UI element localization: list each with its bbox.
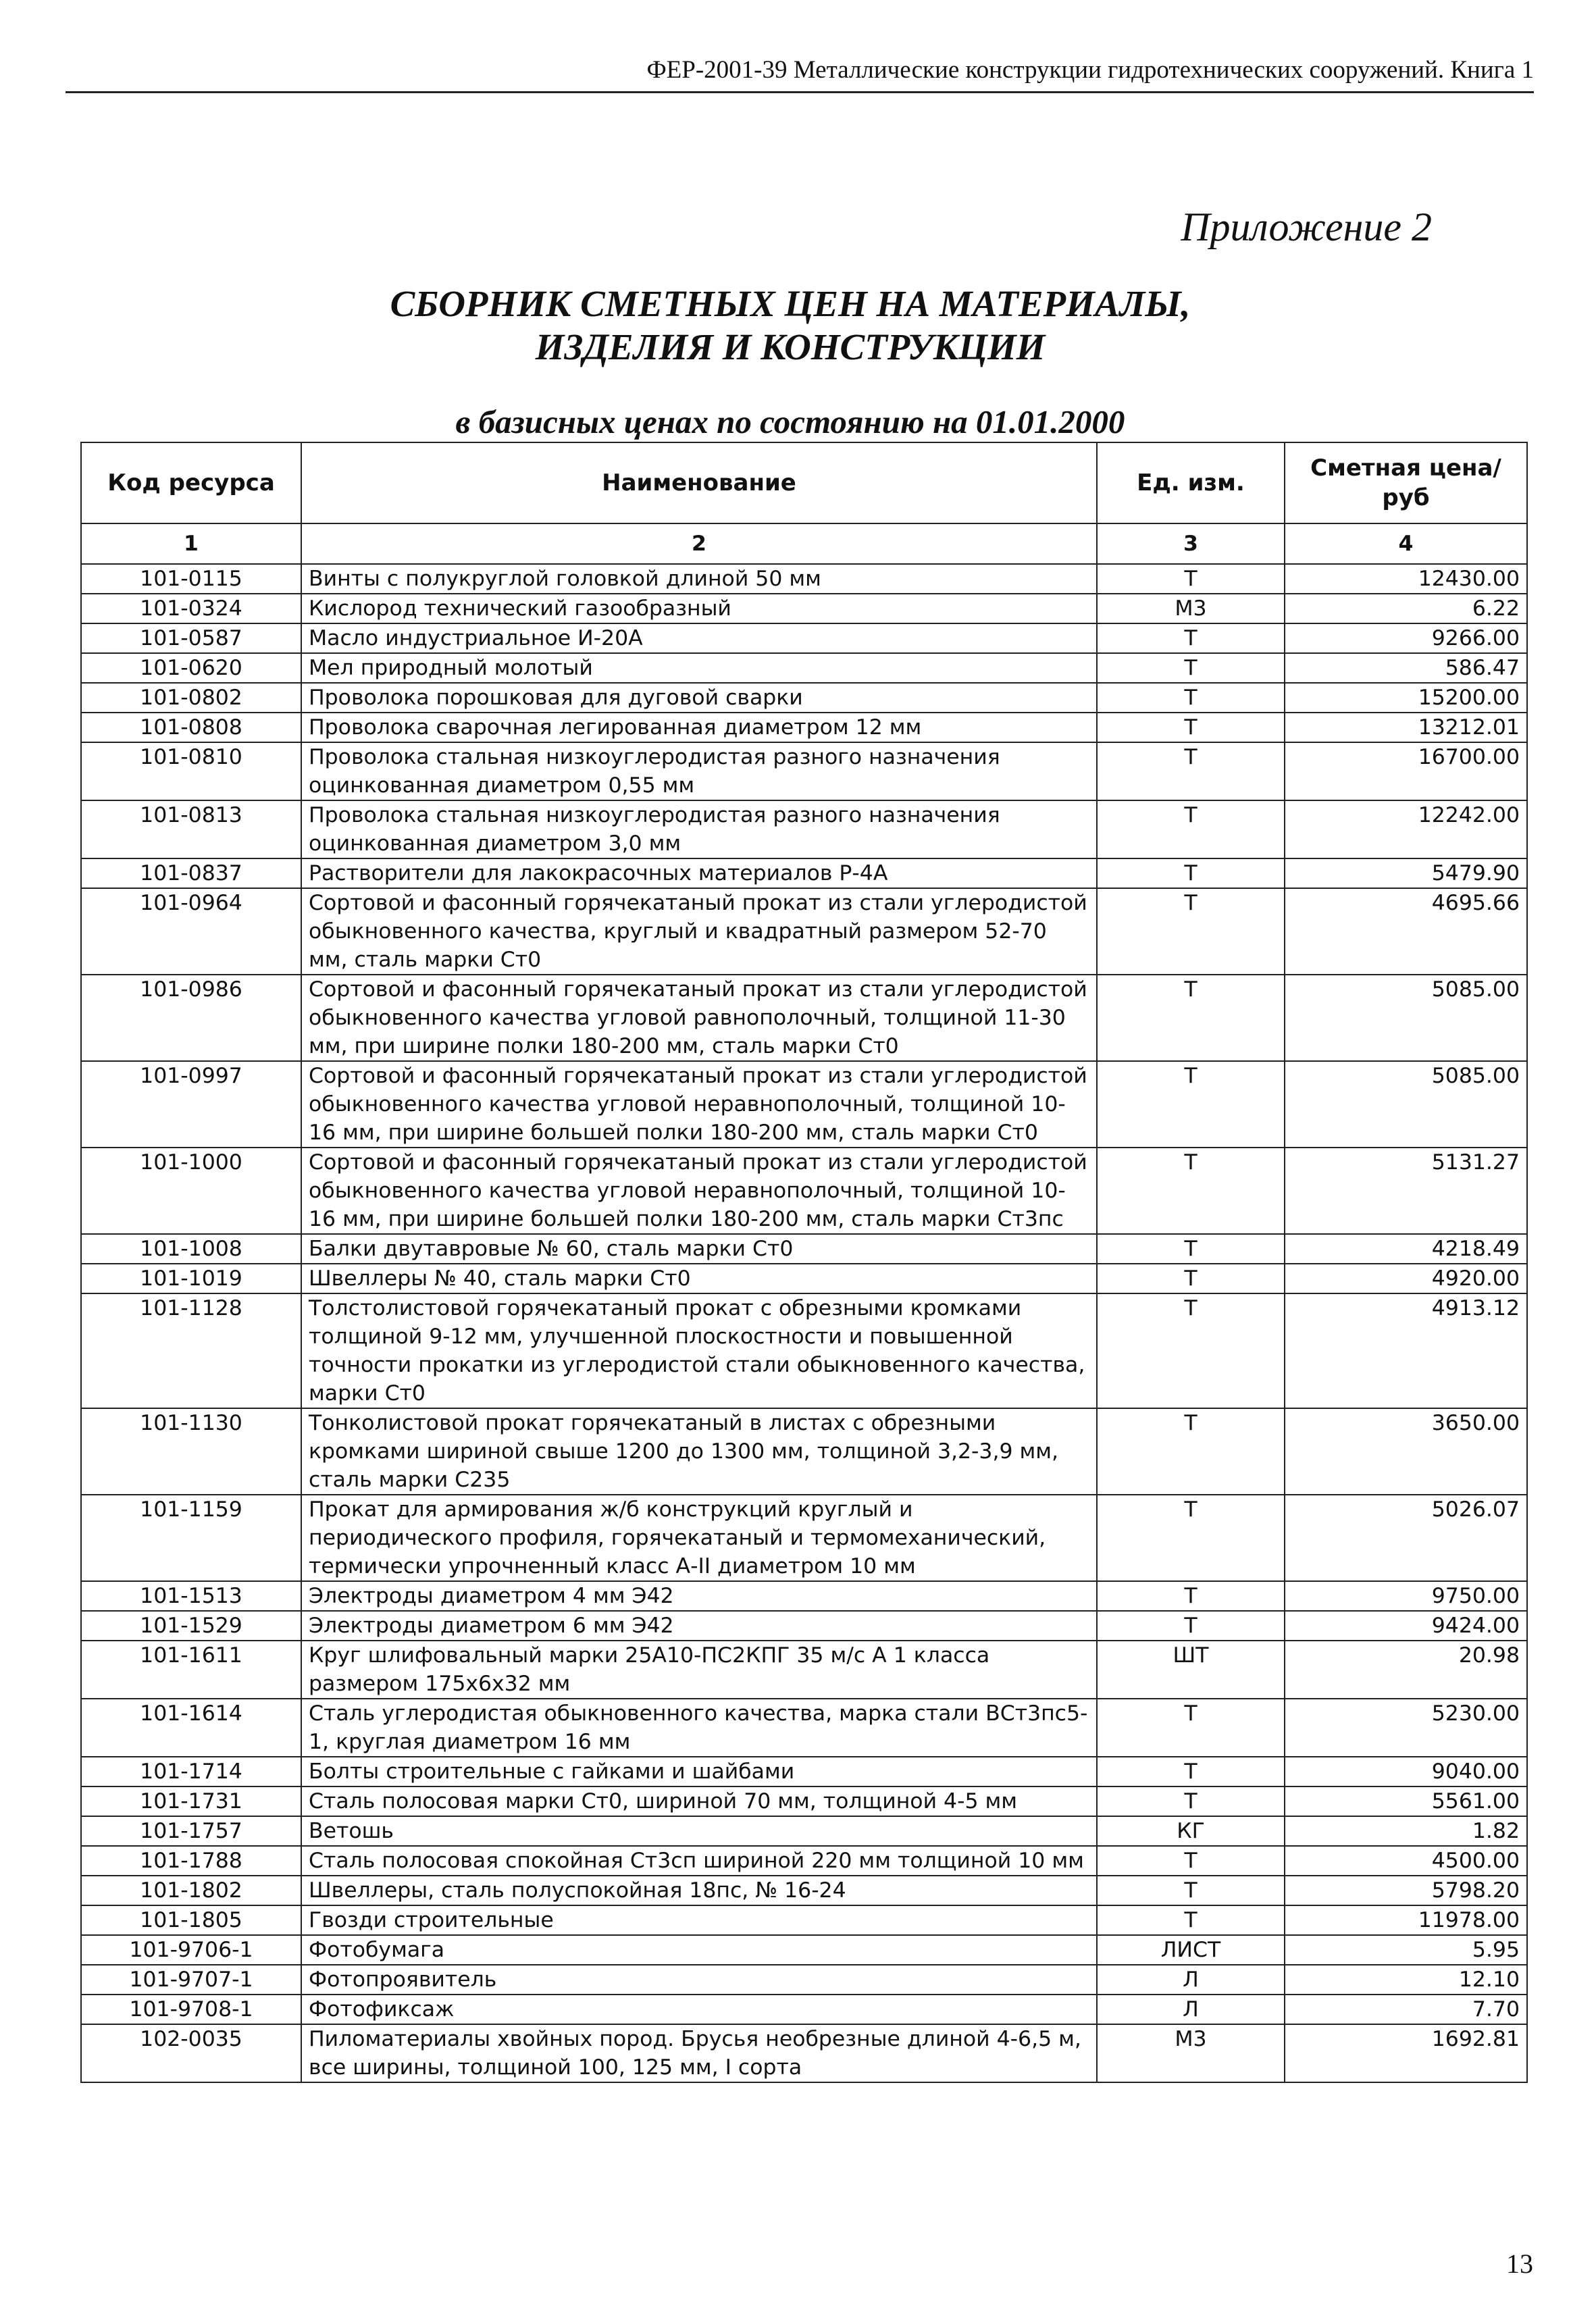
title-line-1: СБОРНИК СМЕТНЫХ ЦЕН НА МАТЕРИАЛЫ,	[390, 283, 1191, 324]
unit-cell: Т	[1097, 975, 1285, 1061]
resource-name-cell: Фотопроявитель	[301, 1965, 1097, 1995]
resource-code-cell: 101-0837	[81, 858, 301, 888]
resource-name-cell: Электроды диаметром 6 мм Э42	[301, 1611, 1097, 1641]
resource-name-cell: Сталь углеродистая обыкновенного качества, марка стали ВСт3пс5-1, круглая диаметром 16 мм	[301, 1699, 1097, 1757]
price-cell: 20.98	[1285, 1641, 1527, 1699]
resource-code-cell: 101-1731	[81, 1786, 301, 1816]
price-cell: 9424.00	[1285, 1611, 1527, 1641]
column-header-price: Сметная цена/руб	[1285, 442, 1527, 523]
resource-name-cell: Фотофиксаж	[301, 1995, 1097, 2024]
resource-name-cell: Фотобумага	[301, 1935, 1097, 1965]
column-number: 4	[1285, 523, 1527, 564]
resource-code-cell: 101-1611	[81, 1641, 301, 1699]
column-number: 2	[301, 523, 1097, 564]
resource-name-cell: Пиломатериалы хвойных пород. Брусья необрезные длиной 4-6,5 м, все ширины, толщиной 100, 125 мм, I сорта	[301, 2024, 1097, 2082]
resource-code-cell: 101-0620	[81, 653, 301, 683]
running-header: ФЕР-2001-39 Металлические конструкции гидротехнических сооружений. Книга 1	[646, 56, 1534, 84]
resource-name-cell: Болты строительные с гайками и шайбами	[301, 1757, 1097, 1786]
resource-code-cell: 101-0587	[81, 623, 301, 653]
table-row	[81, 653, 1527, 683]
resource-code-cell: 101-1614	[81, 1699, 301, 1757]
table-row	[81, 1641, 1527, 1699]
resource-name-cell: Проволока сварочная легированная диаметром 12 мм	[301, 713, 1097, 742]
table-row	[81, 1786, 1527, 1816]
table-row	[81, 1757, 1527, 1786]
resource-name-cell: Прокат для армирования ж/б конструкций круглый и периодического профиля, горячекатаный и термомеханический, термически упрочненный класс А-II диаметром 10 мм	[301, 1495, 1097, 1581]
price-cell: 9750.00	[1285, 1581, 1527, 1611]
table-row	[81, 594, 1527, 623]
table-row	[81, 888, 1527, 975]
resource-code-cell: 101-0986	[81, 975, 301, 1061]
price-cell: 4913.12	[1285, 1293, 1527, 1408]
unit-cell: Л	[1097, 1965, 1285, 1995]
price-cell: 5085.00	[1285, 1061, 1527, 1148]
unit-cell: Т	[1097, 1148, 1285, 1234]
resource-code-cell: 101-0808	[81, 713, 301, 742]
price-cell: 7.70	[1285, 1995, 1527, 2024]
table-row	[81, 1965, 1527, 1995]
unit-cell: Т	[1097, 1264, 1285, 1293]
resource-code-cell: 101-1714	[81, 1757, 301, 1786]
table-row	[81, 1935, 1527, 1965]
resource-code-cell: 101-0813	[81, 800, 301, 858]
price-cell: 4920.00	[1285, 1264, 1527, 1293]
price-cell: 4500.00	[1285, 1846, 1527, 1876]
table-row	[81, 623, 1527, 653]
resource-name-cell: Масло индустриальное И-20А	[301, 623, 1097, 653]
price-cell: 5230.00	[1285, 1699, 1527, 1757]
table-row	[81, 1148, 1527, 1234]
resource-name-cell: Растворители для лакокрасочных материалов Р-4А	[301, 858, 1097, 888]
price-cell: 12242.00	[1285, 800, 1527, 858]
resource-code-cell: 101-1000	[81, 1148, 301, 1234]
unit-cell: М3	[1097, 2024, 1285, 2082]
resource-name-cell: Проволока стальная низкоуглеродистая разного назначения оцинкованная диаметром 3,0 мм	[301, 800, 1097, 858]
unit-cell: Т	[1097, 742, 1285, 800]
resource-code-cell: 101-0997	[81, 1061, 301, 1148]
resource-code-cell: 101-1513	[81, 1581, 301, 1611]
resource-name-cell: Сортовой и фасонный горячекатаный прокат из стали углеродистой обыкновенного качества угловой неравнополочный, толщиной 10-16 мм, при ширине большей полки 180-200 мм, сталь марки Ст3пс	[301, 1148, 1097, 1234]
resource-name-cell: Кислород технический газообразный	[301, 594, 1097, 623]
unit-cell: Т	[1097, 683, 1285, 713]
resource-code-cell: 101-1805	[81, 1905, 301, 1935]
price-cell: 5085.00	[1285, 975, 1527, 1061]
unit-cell: Т	[1097, 1061, 1285, 1148]
resource-name-cell: Гвозди строительные	[301, 1905, 1097, 1935]
unit-cell: Т	[1097, 1905, 1285, 1935]
table-row	[81, 1581, 1527, 1611]
resource-name-cell: Сортовой и фасонный горячекатаный прокат из стали углеродистой обыкновенного качества, круглый и квадратный размером 52-70 мм, сталь марки Ст0	[301, 888, 1097, 975]
table-row	[81, 564, 1527, 594]
unit-cell: Т	[1097, 1786, 1285, 1816]
unit-cell: Т	[1097, 653, 1285, 683]
table-row	[81, 1495, 1527, 1581]
table-row	[81, 1816, 1527, 1846]
resource-code-cell: 101-1019	[81, 1264, 301, 1293]
price-cell: 16700.00	[1285, 742, 1527, 800]
unit-cell: Т	[1097, 1876, 1285, 1905]
price-cell: 11978.00	[1285, 1905, 1527, 1935]
resource-code-cell: 101-9706-1	[81, 1935, 301, 1965]
price-cell: 5131.27	[1285, 1148, 1527, 1234]
unit-cell: Т	[1097, 623, 1285, 653]
table-row	[81, 1699, 1527, 1757]
resource-code-cell: 101-9707-1	[81, 1965, 301, 1995]
column-header-unit: Ед. изм.	[1097, 442, 1285, 523]
resource-name-cell: Проволока стальная низкоуглеродистая разного назначения оцинкованная диаметром 0,55 мм	[301, 742, 1097, 800]
table-row	[81, 742, 1527, 800]
table-row	[81, 1846, 1527, 1876]
resource-name-cell: Круг шлифовальный марки 25А10-ПС2КПГ 35 м/с А 1 класса размером 175х6х32 мм	[301, 1641, 1097, 1699]
price-cell: 4695.66	[1285, 888, 1527, 975]
table-row	[81, 1061, 1527, 1148]
resource-name-cell: Сталь полосовая спокойная Ст3сп шириной 220 мм толщиной 10 мм	[301, 1846, 1097, 1876]
resource-code-cell: 101-1130	[81, 1408, 301, 1495]
table-row	[81, 2024, 1527, 2082]
column-number: 1	[81, 523, 301, 564]
unit-cell: Т	[1097, 1408, 1285, 1495]
resource-code-cell: 101-1529	[81, 1611, 301, 1641]
table-row	[81, 975, 1527, 1061]
table-row	[81, 800, 1527, 858]
table-row	[81, 1234, 1527, 1264]
resource-code-cell: 101-0324	[81, 594, 301, 623]
table-row	[81, 1905, 1527, 1935]
title-line-2: ИЗДЕЛИЯ И КОНСТРУКЦИИ	[535, 326, 1046, 367]
resource-code-cell: 101-0810	[81, 742, 301, 800]
price-cell: 5798.20	[1285, 1876, 1527, 1905]
unit-cell: ЛИСТ	[1097, 1935, 1285, 1965]
price-cell: 3650.00	[1285, 1408, 1527, 1495]
unit-cell: Т	[1097, 888, 1285, 975]
price-table	[80, 442, 1528, 2083]
header-divider	[66, 91, 1534, 93]
unit-cell: Т	[1097, 858, 1285, 888]
price-cell: 586.47	[1285, 653, 1527, 683]
price-cell: 4218.49	[1285, 1234, 1527, 1264]
table-row	[81, 683, 1527, 713]
table-row	[81, 1293, 1527, 1408]
unit-cell: Т	[1097, 1581, 1285, 1611]
document-subtitle: в базисных ценах по состоянию на 01.01.2000	[455, 403, 1125, 440]
table-row	[81, 1611, 1527, 1641]
price-cell: 9266.00	[1285, 623, 1527, 653]
price-cell: 6.22	[1285, 594, 1527, 623]
table-row	[81, 1876, 1527, 1905]
resource-code-cell: 101-0964	[81, 888, 301, 975]
price-cell: 5479.90	[1285, 858, 1527, 888]
resource-name-cell: Винты с полукруглой головкой длиной 50 мм	[301, 564, 1097, 594]
resource-code-cell: 101-1159	[81, 1495, 301, 1581]
resource-code-cell: 101-1128	[81, 1293, 301, 1408]
table-row	[81, 1264, 1527, 1293]
table-row	[81, 858, 1527, 888]
unit-cell: Т	[1097, 1757, 1285, 1786]
resource-name-cell: Сталь полосовая марки Ст0, шириной 70 мм, толщиной 4-5 мм	[301, 1786, 1097, 1816]
resource-name-cell: Сортовой и фасонный горячекатаный прокат из стали углеродистой обыкновенного качества угловой равнополочный, толщиной 11-30 мм, при ширине полки 180-200 мм, сталь марки Ст0	[301, 975, 1097, 1061]
appendix-label: Приложение 2	[1181, 205, 1432, 249]
unit-cell: Т	[1097, 713, 1285, 742]
price-cell: 12.10	[1285, 1965, 1527, 1995]
unit-cell: КГ	[1097, 1816, 1285, 1846]
unit-cell: М3	[1097, 594, 1285, 623]
unit-cell: Т	[1097, 1846, 1285, 1876]
page-number: 13	[1506, 2248, 1533, 2279]
price-cell: 9040.00	[1285, 1757, 1527, 1786]
unit-cell: Т	[1097, 1495, 1285, 1581]
resource-name-cell: Сортовой и фасонный горячекатаный прокат из стали углеродистой обыкновенного качества угловой неравнополочный, толщиной 10-16 мм, при ширине большей полки 180-200 мм, сталь марки Ст0	[301, 1061, 1097, 1148]
unit-cell: Т	[1097, 1293, 1285, 1408]
resource-name-cell: Тонколистовой прокат горячекатаный в листах с обрезными кромками шириной свыше 1200 до 1300 мм, толщиной 3,2-3,9 мм, сталь марки С235	[301, 1408, 1097, 1495]
resource-name-cell: Электроды диаметром 4 мм Э42	[301, 1581, 1097, 1611]
price-cell: 12430.00	[1285, 564, 1527, 594]
table-header-row	[81, 442, 1527, 523]
document-title	[284, 282, 1297, 369]
resource-name-cell: Толстолистовой горячекатаный прокат с обрезными кромками толщиной 9-12 мм, улучшенной плоскостности и повышенной точности прокатки из углеродистой стали обыкновенного качества, марки Ст0	[301, 1293, 1097, 1408]
table-row	[81, 1995, 1527, 2024]
table-row	[81, 713, 1527, 742]
resource-name-cell: Ветошь	[301, 1816, 1097, 1846]
resource-name-cell: Швеллеры, сталь полуспокойная 18пс, № 16-24	[301, 1876, 1097, 1905]
column-header-name: Наименование	[301, 442, 1097, 523]
column-number-row	[81, 523, 1527, 564]
price-cell: 5.95	[1285, 1935, 1527, 1965]
table-row	[81, 1408, 1527, 1495]
unit-cell: Л	[1097, 1995, 1285, 2024]
resource-name-cell: Швеллеры № 40, сталь марки Ст0	[301, 1264, 1097, 1293]
unit-cell: Т	[1097, 1234, 1285, 1264]
resource-name-cell: Балки двутавровые № 60, сталь марки Ст0	[301, 1234, 1097, 1264]
price-cell: 5026.07	[1285, 1495, 1527, 1581]
resource-code-cell: 101-1802	[81, 1876, 301, 1905]
price-cell: 1.82	[1285, 1816, 1527, 1846]
unit-cell: Т	[1097, 564, 1285, 594]
resource-code-cell: 101-9708-1	[81, 1995, 301, 2024]
unit-cell: ШТ	[1097, 1641, 1285, 1699]
resource-code-cell: 102-0035	[81, 2024, 301, 2082]
unit-cell: Т	[1097, 1611, 1285, 1641]
resource-name-cell: Мел природный молотый	[301, 653, 1097, 683]
resource-code-cell: 101-0115	[81, 564, 301, 594]
resource-code-cell: 101-0802	[81, 683, 301, 713]
resource-code-cell: 101-1757	[81, 1816, 301, 1846]
resource-name-cell: Проволока порошковая для дуговой сварки	[301, 683, 1097, 713]
resource-code-cell: 101-1008	[81, 1234, 301, 1264]
column-number: 3	[1097, 523, 1285, 564]
price-cell: 13212.01	[1285, 713, 1527, 742]
price-cell: 15200.00	[1285, 683, 1527, 713]
unit-cell: Т	[1097, 800, 1285, 858]
price-cell: 1692.81	[1285, 2024, 1527, 2082]
column-header-code: Код ресурса	[81, 442, 301, 523]
unit-cell: Т	[1097, 1699, 1285, 1757]
resource-code-cell: 101-1788	[81, 1846, 301, 1876]
price-cell: 5561.00	[1285, 1786, 1527, 1816]
